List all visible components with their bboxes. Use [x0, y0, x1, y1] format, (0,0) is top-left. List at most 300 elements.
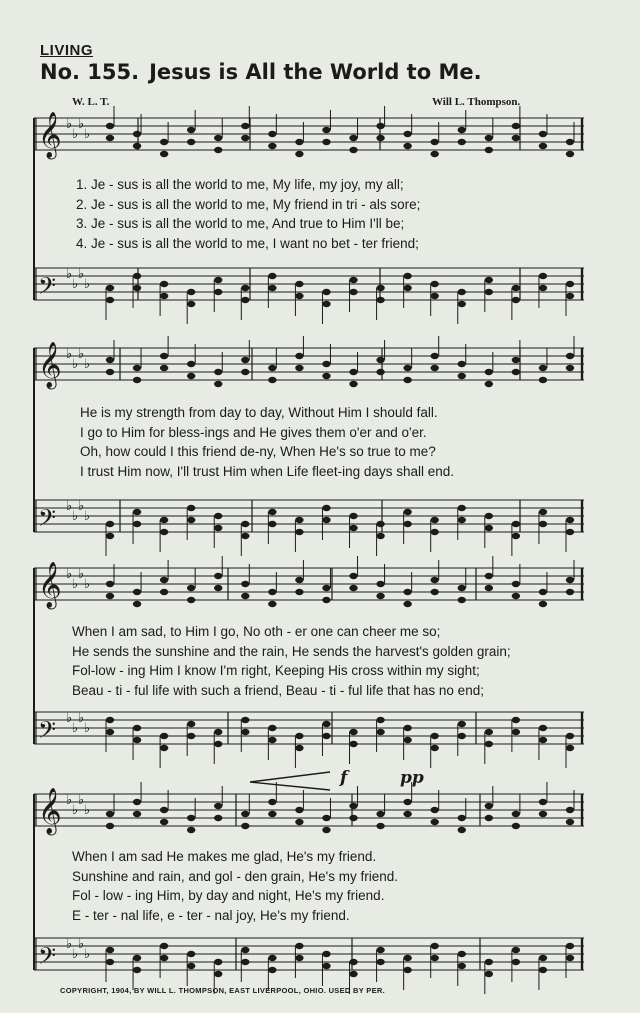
note-head	[376, 285, 384, 291]
note-head	[376, 947, 384, 953]
flat-icon: ♭	[66, 347, 73, 362]
note-head	[512, 581, 520, 587]
note-head	[539, 811, 547, 817]
note-head	[458, 585, 466, 591]
note-head	[160, 733, 168, 739]
note-head	[349, 585, 357, 591]
note-head	[268, 143, 276, 149]
note-head	[268, 509, 276, 515]
verse-block-1	[76, 175, 420, 253]
note-head	[322, 721, 330, 727]
note-head	[539, 131, 547, 137]
note-head	[214, 381, 222, 387]
note-head	[295, 819, 303, 825]
note-head	[160, 955, 168, 961]
note-head	[512, 285, 520, 291]
note-head	[566, 151, 574, 157]
note-head	[295, 745, 303, 751]
bass-clef-icon: 𝄢	[38, 272, 57, 305]
note-head	[403, 799, 411, 805]
note-head	[241, 123, 249, 129]
note-head	[431, 529, 439, 535]
note-head	[133, 365, 141, 371]
note-head	[376, 729, 384, 735]
note-head	[458, 127, 466, 133]
bass-clef-icon: 𝄢	[38, 942, 57, 975]
note-head	[295, 139, 303, 145]
note-head	[268, 377, 276, 383]
note-head	[187, 597, 195, 603]
note-head	[431, 139, 439, 145]
note-head	[160, 589, 168, 595]
flat-icon: ♭	[84, 947, 91, 962]
note-head	[512, 823, 520, 829]
note-head	[295, 529, 303, 535]
note-head	[241, 369, 249, 375]
verse-line: 3. Je - sus is all the world to me, And true to Him I'll be;	[76, 216, 405, 231]
flat-icon: ♭	[72, 127, 79, 142]
note-head	[431, 943, 439, 949]
note-head	[160, 819, 168, 825]
note-head	[322, 361, 330, 367]
note-head	[241, 357, 249, 363]
note-head	[376, 593, 384, 599]
note-head	[539, 365, 547, 371]
note-head	[566, 517, 574, 523]
note-head	[458, 597, 466, 603]
note-head	[431, 733, 439, 739]
note-head	[133, 737, 141, 743]
flat-icon: ♭	[84, 577, 91, 592]
note-head	[458, 301, 466, 307]
music-credit: Will L. Thompson.	[432, 96, 521, 108]
flat-icon: ♭	[72, 577, 79, 592]
note-head	[187, 289, 195, 295]
flat-icon: ♭	[78, 347, 85, 362]
note-head	[160, 529, 168, 535]
note-head	[512, 123, 520, 129]
pianissimo-marking: pp	[400, 768, 424, 788]
flat-icon: ♭	[78, 117, 85, 132]
flat-icon: ♭	[78, 937, 85, 952]
verse-line: 4. Je - sus is all the world to me, I want no bet - ter friend;	[76, 235, 419, 251]
note-head	[268, 589, 276, 595]
note-head	[512, 357, 520, 363]
verse-line: He is my strength from day to day, Without Him I should fall.	[80, 405, 438, 420]
note-head	[485, 585, 493, 591]
note-head	[295, 577, 303, 583]
note-head	[349, 741, 357, 747]
note-head	[160, 293, 168, 299]
note-head	[566, 943, 574, 949]
note-head	[431, 151, 439, 157]
note-head	[106, 135, 114, 141]
note-head	[106, 369, 114, 375]
note-head	[295, 589, 303, 595]
note-head	[106, 729, 114, 735]
note-head	[376, 581, 384, 587]
note-head	[268, 955, 276, 961]
verse-line: 1. Je - sus is all the world to me, My life, my joy, my all;	[76, 177, 404, 192]
note-head	[458, 721, 466, 727]
verse-line: When I am sad He makes me glad, He's my friend.	[72, 849, 377, 864]
note-head	[106, 123, 114, 129]
note-head	[485, 971, 493, 977]
note-head	[187, 951, 195, 957]
note-head	[431, 955, 439, 961]
note-head	[566, 139, 574, 145]
note-head	[106, 959, 114, 965]
note-head	[431, 589, 439, 595]
note-head	[539, 273, 547, 279]
note-head	[376, 369, 384, 375]
crescendo-hairpin	[250, 772, 330, 790]
flat-icon: ♭	[78, 793, 85, 808]
flat-icon: ♭	[66, 499, 73, 514]
note-head	[349, 381, 357, 387]
note-head	[376, 123, 384, 129]
note-head	[349, 729, 357, 735]
flat-icon: ♭	[78, 711, 85, 726]
note-head	[349, 289, 357, 295]
flat-icon: ♭	[72, 509, 79, 524]
note-head	[241, 811, 249, 817]
note-head	[241, 717, 249, 723]
verse-line: I go to Him for bless-ings and He gives them o'er and o'er.	[80, 424, 427, 440]
flat-icon: ♭	[78, 567, 85, 582]
note-head	[214, 525, 222, 531]
note-head	[539, 967, 547, 973]
note-head	[349, 525, 357, 531]
flat-icon: ♭	[72, 947, 79, 962]
note-head	[106, 285, 114, 291]
note-head	[106, 581, 114, 587]
note-head	[403, 811, 411, 817]
note-head	[322, 827, 330, 833]
note-head	[458, 139, 466, 145]
note-head	[512, 811, 520, 817]
note-head	[566, 529, 574, 535]
note-head	[133, 285, 141, 291]
note-head	[485, 381, 493, 387]
note-head	[241, 823, 249, 829]
note-head	[376, 533, 384, 539]
note-head	[566, 819, 574, 825]
note-head	[214, 289, 222, 295]
note-head	[512, 521, 520, 527]
note-head	[106, 947, 114, 953]
treble-clef-icon: 𝄞	[38, 562, 62, 608]
note-head	[322, 139, 330, 145]
note-head	[214, 815, 222, 821]
note-head	[133, 967, 141, 973]
note-head	[512, 947, 520, 953]
note-head	[539, 377, 547, 383]
note-head	[539, 589, 547, 595]
note-head	[187, 301, 195, 307]
note-head	[187, 827, 195, 833]
note-head	[566, 733, 574, 739]
note-head	[512, 959, 520, 965]
flat-icon: ♭	[66, 567, 73, 582]
verse-block-4	[72, 847, 398, 925]
note-head	[539, 285, 547, 291]
words-credit: W. L. T.	[72, 96, 110, 108]
note-head	[403, 601, 411, 607]
note-head	[295, 807, 303, 813]
note-head	[485, 525, 493, 531]
note-head	[458, 815, 466, 821]
topic-label: LIVING	[40, 42, 94, 59]
note-head	[431, 819, 439, 825]
note-head	[106, 717, 114, 723]
note-head	[431, 517, 439, 523]
note-head	[133, 273, 141, 279]
note-head	[349, 959, 357, 965]
verse-block-2	[80, 403, 454, 481]
note-head	[295, 353, 303, 359]
note-head	[214, 147, 222, 153]
note-head	[431, 807, 439, 813]
note-head	[295, 943, 303, 949]
note-head	[133, 811, 141, 817]
note-head	[241, 593, 249, 599]
note-head	[458, 827, 466, 833]
note-head	[133, 601, 141, 607]
note-head	[133, 955, 141, 961]
note-head	[160, 517, 168, 523]
note-head	[295, 293, 303, 299]
note-head	[187, 517, 195, 523]
note-head	[106, 357, 114, 363]
note-head	[214, 729, 222, 735]
note-head	[431, 365, 439, 371]
note-head	[295, 151, 303, 157]
note-head	[295, 955, 303, 961]
note-head	[458, 505, 466, 511]
note-head	[403, 737, 411, 743]
copyright-footer: COPYRIGHT, 1904, BY WILL L. THOMPSON, EAST LIVERPOOL, OHIO. USED BY PER.	[60, 986, 385, 995]
note-head	[349, 369, 357, 375]
note-head	[512, 369, 520, 375]
note-head	[160, 151, 168, 157]
note-head	[241, 729, 249, 735]
flat-icon: ♭	[72, 803, 79, 818]
note-head	[566, 807, 574, 813]
flat-icon: ♭	[84, 721, 91, 736]
note-head	[403, 955, 411, 961]
note-head	[512, 533, 520, 539]
note-head	[566, 293, 574, 299]
note-head	[485, 135, 493, 141]
verse-line: Sunshine and rain, and gol - den grain, He's my friend.	[72, 868, 399, 884]
note-head	[349, 803, 357, 809]
note-head	[106, 811, 114, 817]
note-head	[160, 745, 168, 751]
flat-icon: ♭	[72, 277, 79, 292]
note-head	[133, 725, 141, 731]
note-head	[241, 581, 249, 587]
flat-icon: ♭	[66, 117, 73, 132]
note-head	[322, 733, 330, 739]
note-head	[268, 811, 276, 817]
note-head	[322, 289, 330, 295]
note-head	[106, 533, 114, 539]
note-head	[214, 573, 222, 579]
note-head	[458, 373, 466, 379]
note-head	[133, 521, 141, 527]
verse-line: I trust Him now, I'll trust Him when Life fleet-ing days shall end.	[80, 463, 454, 479]
note-head	[349, 513, 357, 519]
note-head	[268, 601, 276, 607]
note-head	[485, 815, 493, 821]
note-head	[485, 289, 493, 295]
flat-icon: ♭	[84, 127, 91, 142]
note-head	[349, 277, 357, 283]
note-head	[566, 281, 574, 287]
note-head	[566, 745, 574, 751]
hymn-title: Jesus is All the World to Me.	[149, 60, 482, 84]
note-head	[322, 301, 330, 307]
note-head	[485, 369, 493, 375]
note-head	[214, 277, 222, 283]
note-head	[431, 353, 439, 359]
note-head	[295, 517, 303, 523]
note-head	[322, 815, 330, 821]
note-head	[539, 725, 547, 731]
note-head	[485, 741, 493, 747]
note-head	[512, 717, 520, 723]
flat-icon: ♭	[66, 793, 73, 808]
note-head	[403, 131, 411, 137]
note-head	[485, 573, 493, 579]
note-head	[295, 281, 303, 287]
flat-icon: ♭	[78, 267, 85, 282]
note-head	[160, 353, 168, 359]
note-head	[295, 365, 303, 371]
note-head	[349, 815, 357, 821]
note-head	[566, 353, 574, 359]
bass-clef-icon: 𝄢	[38, 716, 57, 749]
note-head	[133, 131, 141, 137]
note-head	[187, 139, 195, 145]
note-head	[106, 593, 114, 599]
note-head	[512, 729, 520, 735]
note-head	[133, 589, 141, 595]
note-head	[376, 823, 384, 829]
note-head	[376, 717, 384, 723]
flat-icon: ♭	[84, 357, 91, 372]
note-head	[241, 947, 249, 953]
note-head	[458, 361, 466, 367]
verse-line: Oh, how could I this friend de-ny, When He's so true to me?	[80, 444, 436, 459]
treble-clef-icon: 𝄞	[38, 112, 62, 158]
note-head	[349, 147, 357, 153]
verse-line: Fol - low - ing Him, by day and night, He's my friend.	[72, 888, 385, 903]
verse-line: E - ter - nal life, e - ter - nal joy, He's my friend.	[72, 907, 350, 923]
flat-icon: ♭	[84, 277, 91, 292]
note-head	[322, 517, 330, 523]
note-head	[566, 365, 574, 371]
note-head	[322, 597, 330, 603]
note-head	[106, 823, 114, 829]
note-head	[458, 517, 466, 523]
note-head	[322, 505, 330, 511]
note-head	[539, 143, 547, 149]
note-head	[485, 803, 493, 809]
note-head	[431, 293, 439, 299]
note-head	[133, 799, 141, 805]
note-head	[539, 601, 547, 607]
note-head	[431, 281, 439, 287]
verse-line: When I am sad, to Him I go, No oth - er one can cheer me so;	[72, 624, 441, 639]
note-head	[268, 273, 276, 279]
note-head	[160, 281, 168, 287]
note-head	[133, 377, 141, 383]
note-head	[160, 577, 168, 583]
note-head	[458, 963, 466, 969]
note-head	[241, 521, 249, 527]
note-head	[187, 585, 195, 591]
note-head	[376, 135, 384, 141]
note-head	[214, 585, 222, 591]
note-head	[241, 959, 249, 965]
bass-clef-icon: 𝄢	[38, 504, 57, 537]
note-head	[187, 815, 195, 821]
note-head	[485, 729, 493, 735]
note-head	[566, 955, 574, 961]
note-head	[187, 505, 195, 511]
verse-line: 2. Je - sus is all the world to me, My friend in tri - als sore;	[76, 196, 421, 212]
note-head	[403, 521, 411, 527]
note-head	[512, 593, 520, 599]
note-head	[214, 741, 222, 747]
note-head	[539, 521, 547, 527]
verse-block-3	[72, 622, 511, 700]
note-head	[187, 127, 195, 133]
verse-line: Beau - ti - ful life with such a friend, Beau - ti - ful life that has no end;	[72, 682, 484, 698]
note-head	[403, 589, 411, 595]
note-head	[539, 799, 547, 805]
note-head	[187, 721, 195, 727]
note-head	[539, 509, 547, 515]
note-head	[349, 971, 357, 977]
note-head	[431, 745, 439, 751]
verse-line: He sends the sunshine and the rain, He sends the harvest's golden grain;	[72, 643, 511, 659]
note-head	[376, 521, 384, 527]
note-head	[431, 577, 439, 583]
note-head	[214, 513, 222, 519]
note-head	[160, 943, 168, 949]
note-head	[322, 963, 330, 969]
note-head	[485, 959, 493, 965]
note-head	[133, 509, 141, 515]
note-head	[214, 803, 222, 809]
note-head	[241, 135, 249, 141]
note-head	[241, 533, 249, 539]
note-head	[268, 521, 276, 527]
note-head	[241, 297, 249, 303]
note-head	[376, 297, 384, 303]
note-head	[403, 377, 411, 383]
note-head	[160, 139, 168, 145]
note-head	[268, 285, 276, 291]
note-head	[268, 799, 276, 805]
flat-icon: ♭	[66, 711, 73, 726]
note-head	[214, 135, 222, 141]
note-head	[268, 365, 276, 371]
note-head	[322, 585, 330, 591]
